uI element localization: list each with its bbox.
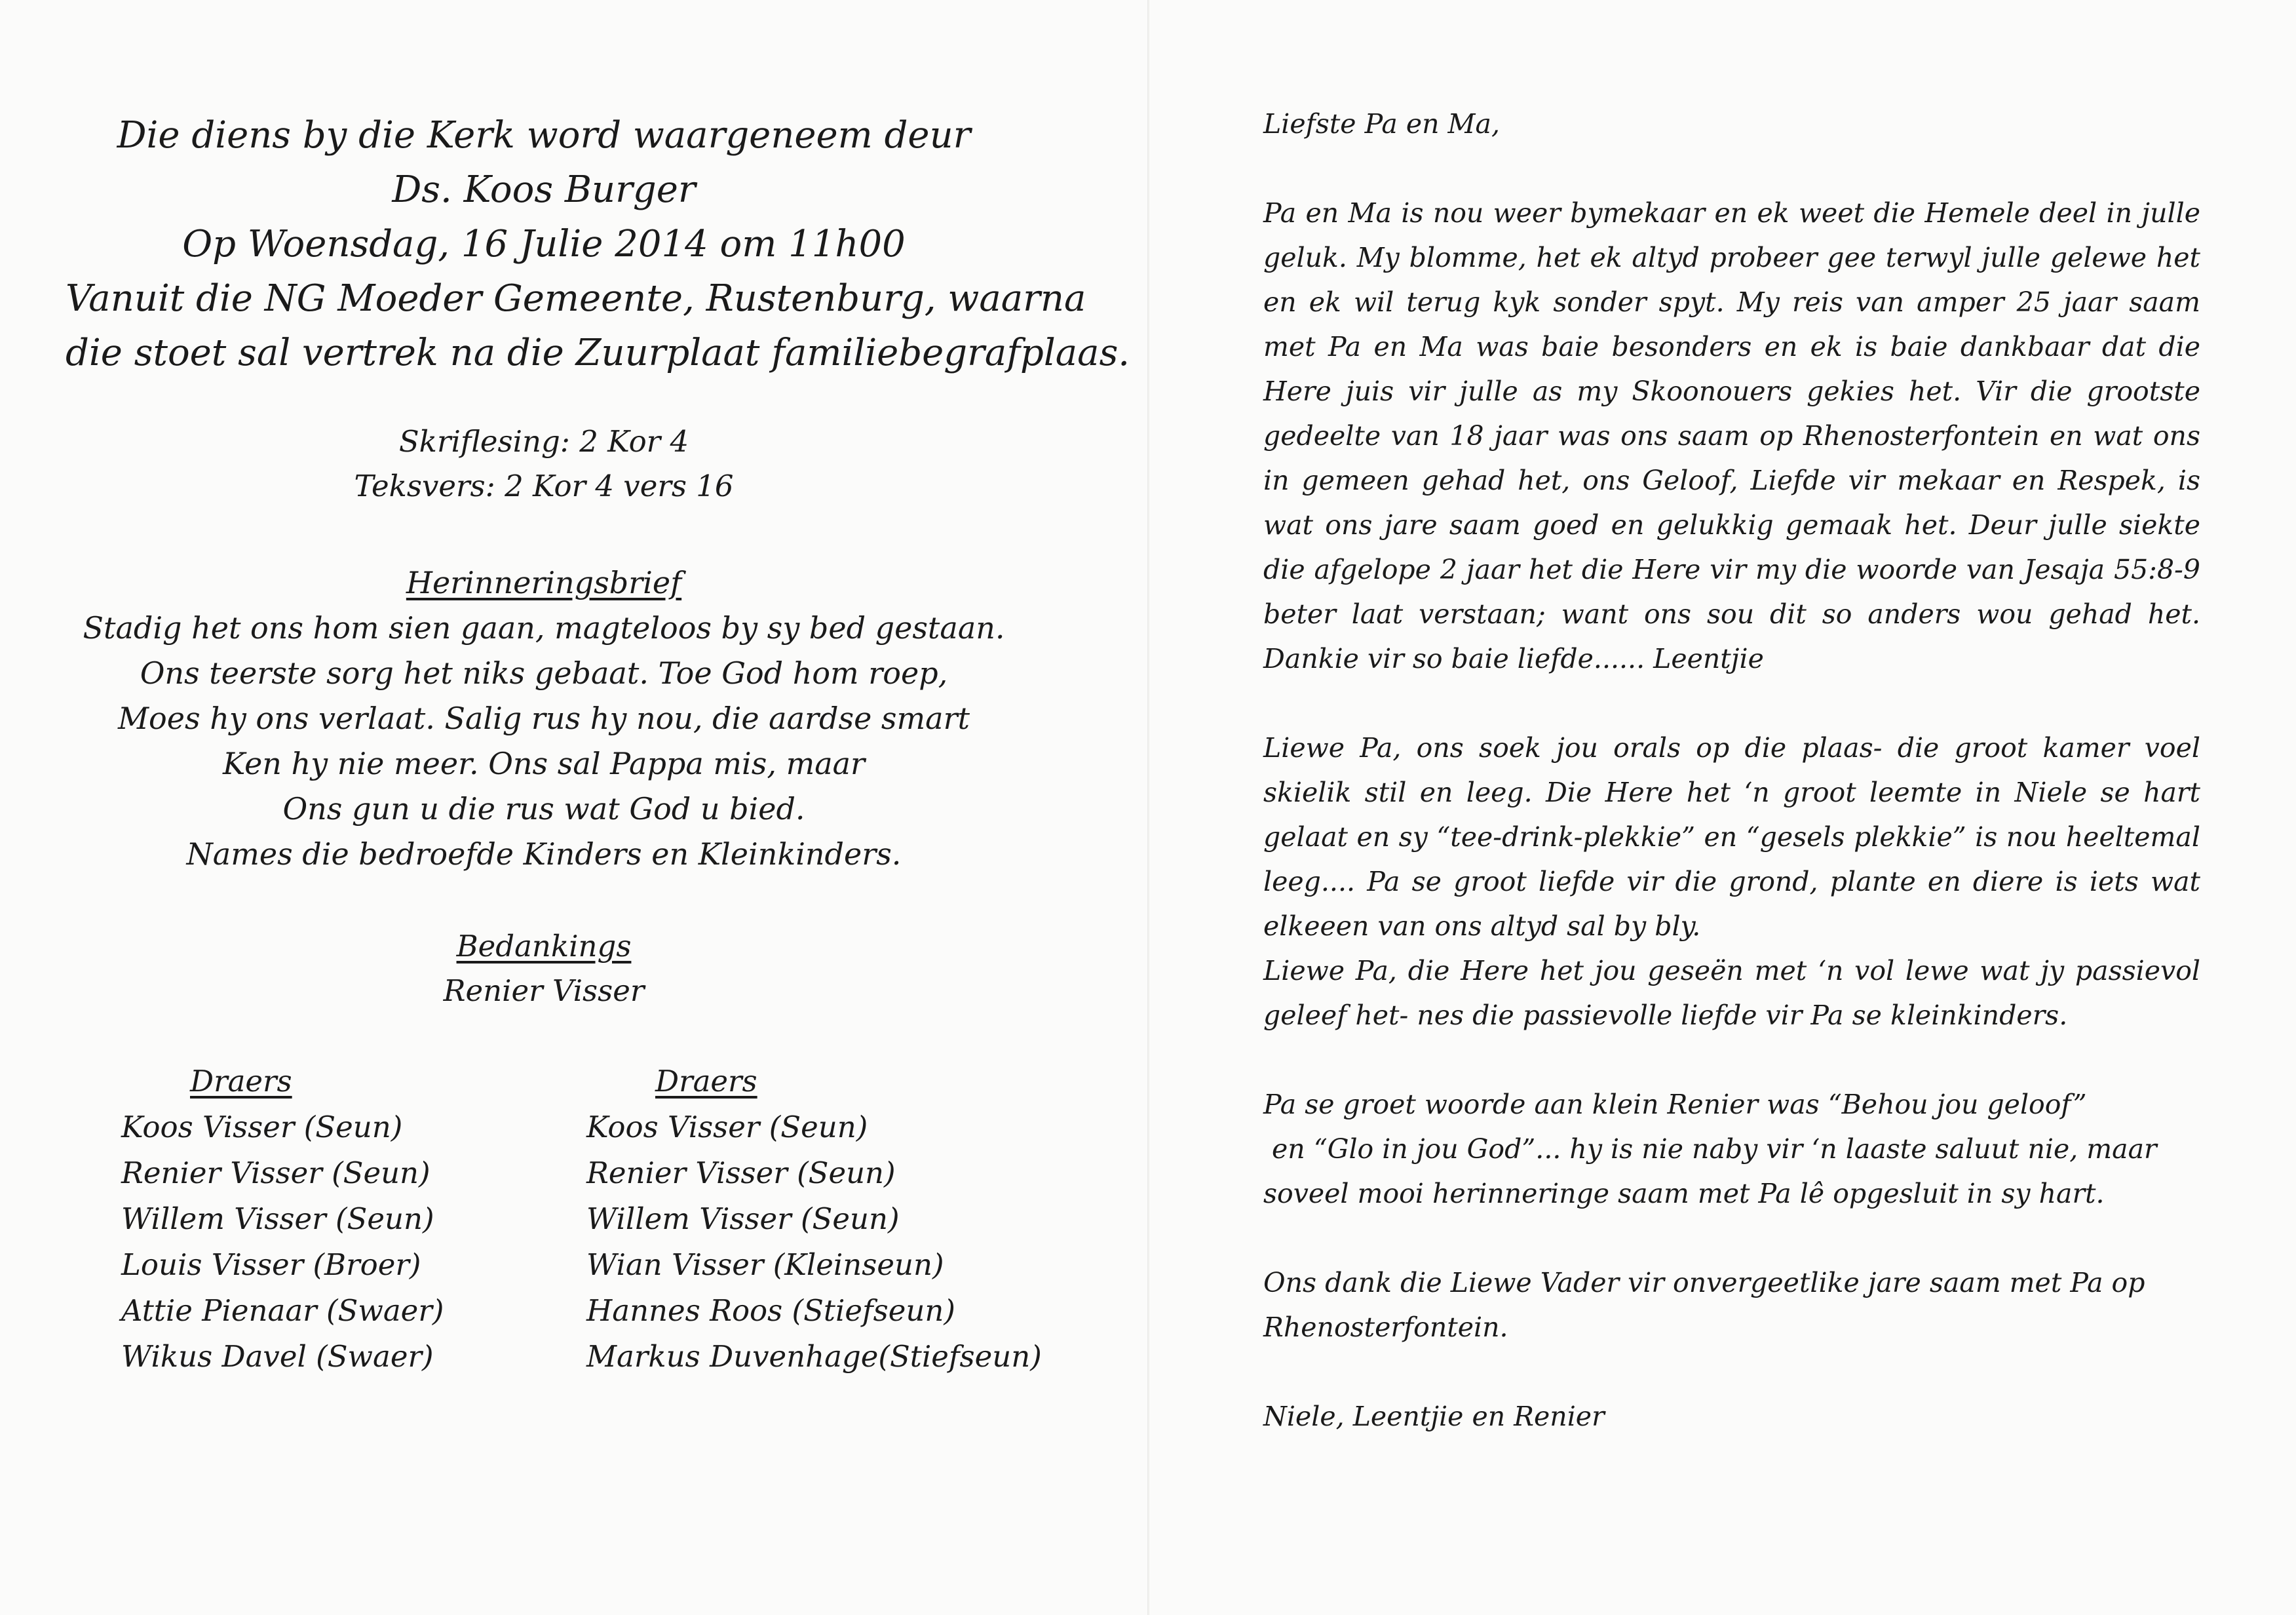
bearer-name: Koos Visser (Seun) (586, 1110, 868, 1144)
service-details (66, 108, 1130, 380)
service-line: die stoet sal vertrek na die Zuurplaat familiebegrafplaas. (66, 332, 1130, 374)
bearer-name: Wian Visser (Kleinseun) (586, 1247, 944, 1282)
bearer-name: Wikus Davel (Swaer) (121, 1339, 434, 1374)
letter-paragraph: Pa en Ma is nou weer bymekaar en ek weet die Hemele deel in julle geluk. My blomme, het ek altyd probeer gee terwyl julle gelewe het en ek wil terug kyk sonder spyt. My reis van amper 25 jaar saam met Pa en Ma was baie besonders en ek is baie dankbaar dat die Here juis vir julle as my Skoonouers gekies het. Vir die grootste gedeelte van 18 jaar was ons saam op Rhenosterfontein en wat ons in gemeen gehad het, ons Geloof, Liefde vir mekaar en Respek, is wat ons jare saam goed en gelukkig gemaak het. Deur julle siekte die afgelope 2 jaar het die Here vir my die woorde van Jesaja 55:8-9 beter laat verstaan; want ons sou dit so anders wou gehad het. Dankie vir so baie liefde...... Leentjie (1263, 197, 2200, 674)
letter-paragraph: Liewe Pa, ons soek jou orals op die plaas- die groot kamer voel skielik stil en leeg. Die Here het ‘n groot leemte in Niele se hart gelaat en sy “tee-drink-plekkie” en “gesels plekkie” is nou heeltemal leeg.... Pa se groot liefde vir die grond, plante en diere is iets wat elkeeen van ons altyd sal by bly. (1263, 732, 2200, 942)
bearer-name: Renier Visser (Seun) (586, 1156, 896, 1190)
thanks-block (66, 924, 1022, 1013)
letter-line: Ons dank die Liewe Vader vir onvergeetlike jare saam met Pa op (1263, 1267, 2145, 1298)
letter-line: Rhenosterfontein. (1263, 1312, 1508, 1343)
memorial-poem (66, 560, 1022, 877)
bearer-name: Hannes Roos (Stiefseun) (586, 1293, 955, 1328)
bearer-name: Markus Duvenhage(Stiefseun) (586, 1339, 1042, 1374)
bearer-name: Louis Visser (Broer) (121, 1247, 421, 1282)
service-line: Ds. Koos Burger (392, 168, 696, 211)
letter-line: Pa se groet woorde aan klein Renier was “Behou jou geloof” (1263, 1089, 2087, 1120)
memorial-heading: Herinneringsbrief (406, 565, 682, 600)
service-line: Vanuit die NG Moeder Gemeente, Rustenburg, waarna (66, 277, 1086, 320)
scripture-reading: Skriflesing: 2 Kor 4 (398, 424, 689, 459)
bearer-name: Willem Visser (Seun) (586, 1201, 900, 1236)
bearers-list-right (586, 1059, 1084, 1380)
bearer-name: Attie Pienaar (Swaer) (121, 1293, 444, 1328)
scripture-text: Teksvers: 2 Kor 4 vers 16 (354, 469, 734, 503)
bearer-name: Koos Visser (Seun) (121, 1110, 403, 1144)
farewell-letter (1263, 102, 2200, 1439)
poem-line: Names die bedroefde Kinders en Kleinkinders. (186, 836, 902, 872)
letter-line: en “Glo in jou God”... hy is nie naby vir ‘n laaste saluut nie, maar (1263, 1133, 2157, 1165)
thanks-name: Renier Visser (443, 973, 645, 1008)
bearer-name: Willem Visser (Seun) (121, 1201, 434, 1236)
poem-line: Ons gun u die rus wat God u bied. (282, 791, 805, 827)
letter-salutation: Liefste Pa en Ma, (1263, 108, 1500, 140)
bearers-heading: Draers (655, 1064, 757, 1099)
service-line: Die diens by die Kerk word waargeneem deur (117, 114, 971, 157)
letter-signoff: Niele, Leentjie en Renier (1263, 1401, 1605, 1432)
scripture-block (66, 419, 1022, 509)
letter-line: soveel mooi herinneringe saam met Pa lê opgesluit in sy hart. (1263, 1178, 2105, 1209)
poem-line: Ons teerste sorg het niks gebaat. Toe God hom roep, (140, 655, 948, 691)
poem-line: Moes hy ons verlaat. Salig rus hy nou, die aardse smart (117, 701, 970, 736)
poem-line: Ken hy nie meer. Ons sal Pappa mis, maar (222, 746, 866, 781)
bearers-list-left (121, 1059, 514, 1380)
poem-line: Stadig het ons hom sien gaan, magteloos by sy bed gestaan. (83, 610, 1005, 646)
thanks-heading: Bedankings (456, 929, 632, 963)
letter-paragraph: Liewe Pa, die Here het jou geseën met ‘n vol lewe wat jy passievol geleef het- nes die passievolle liefde vir Pa se kleinkinders. (1263, 955, 2200, 1031)
service-line: Op Woensdag, 16 Julie 2014 om 11h00 (182, 223, 906, 265)
bearers-heading: Draers (190, 1064, 292, 1099)
bearer-name: Renier Visser (Seun) (121, 1156, 430, 1190)
